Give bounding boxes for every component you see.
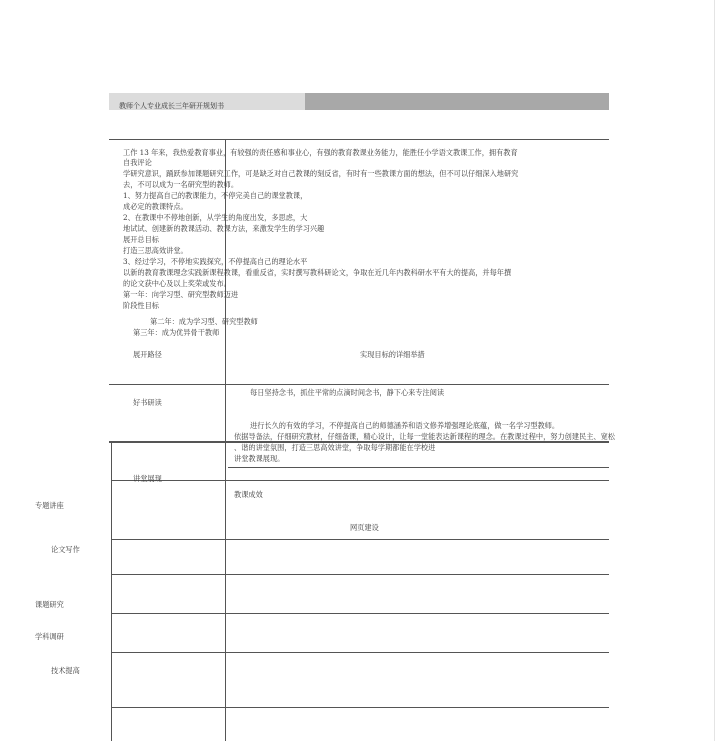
body-line: 学研究意识，踊跃参加课题研究工作，可是缺乏对自己教课的刻反省，有时有一些教课方面的想法，但不可以仔细深入地研究 xyxy=(123,169,519,178)
header-bar-right xyxy=(305,93,609,110)
body-line: 以新的教育教课理念实践新课程教课，看重反省，实时撰写教科研论文，争取在近几年内教科研水平有大的提高，并每年撰 xyxy=(123,268,512,277)
header-row-rule xyxy=(109,384,609,385)
page-edge xyxy=(714,0,715,741)
topic-lecture-label: 专题讲座 xyxy=(35,501,64,510)
tech-improve-label: 技术提高 xyxy=(51,666,80,675)
paper-row-rule xyxy=(111,574,609,575)
classroom-label: 讲堂展现 xyxy=(133,474,162,483)
body-line: 成必定的教课特点。 xyxy=(123,202,188,211)
document-title: 教师个人专业成长三年研开规划书 xyxy=(119,102,224,110)
reading-measure: 每日坚持念书，抓住平常的点滴时间念书，静下心来专注阅读 xyxy=(250,388,445,397)
body-line: 展开总目标 xyxy=(123,235,159,244)
lecture-row-rule xyxy=(111,480,609,481)
classroom-measure-line: 依据导备法，仔细研究教材，仔细备课，精心设计，让每一堂能表达新课程的理念。在教课过程中，努力创建民主、宽松 xyxy=(234,432,615,441)
classroom-measure-line: 、谐的讲堂氛围，打造三思高效讲堂，争取每学期都能在学校进 xyxy=(234,443,436,452)
path-column-header: 展开路径 xyxy=(133,350,162,359)
paper-writing-label: 论文写作 xyxy=(51,545,80,554)
left-border xyxy=(111,442,112,741)
body-line: 阶段性目标 xyxy=(123,301,159,310)
measures-column-header: 实现目标的详细举措 xyxy=(360,350,425,359)
body-line: 的论文获中心及以上奖荣或发布。 xyxy=(123,279,231,288)
body-line: 自我评论 xyxy=(123,158,152,167)
classroom-row-rule xyxy=(228,467,609,468)
project-research-label: 课题研究 xyxy=(35,600,64,609)
table-rule-top xyxy=(109,139,609,140)
web-construction: 网页建设 xyxy=(350,523,379,532)
tech-row-rule xyxy=(111,707,609,708)
research-row-rule xyxy=(111,613,609,614)
body-line: 工作 13 年来，我热爱教育事业，有较强的责任感和事业心，有强的教育教课业务能力，能胜任小学语文教课工作，拥有教育 xyxy=(123,148,518,157)
body-line: 打造三思高效讲堂。 xyxy=(123,246,188,255)
body-line: 去，不可以成为一名研究型的教师。 xyxy=(123,180,239,189)
year-two-goal: 第二年：成为学习型、研究型教师 xyxy=(150,317,258,326)
reading-label: 好书研读 xyxy=(133,398,162,407)
web-row-rule xyxy=(111,539,609,540)
body-line: 第一年：向学习型、研究型教师迈进 xyxy=(123,290,239,299)
classroom-measure-line: 进行长久的有效的学习，不停提高自己的师德涵养和语文修养增强理论底蕴，做一名学习型教师。 xyxy=(250,421,560,430)
classroom-measure-line: 讲堂教课展现。 xyxy=(234,454,285,463)
body-line: 地试试、创建新的教课活动、教课方法，来激发学生的学习兴趣 xyxy=(123,224,325,233)
body-line: 1、努力提高自己的教课能力，不停完美自己的课堂教课， xyxy=(123,191,308,200)
year-three-goal: 第三年：成为优异骨干教师 xyxy=(133,328,220,337)
subject-survey-label: 学科调研 xyxy=(35,632,64,641)
teaching-result: 教课成效 xyxy=(234,490,263,499)
body-line: 3、经过学习，不停地实践探究，不停提高自己的理论水平 xyxy=(123,257,308,266)
survey-row-rule xyxy=(111,652,609,653)
body-line: 2、在教课中不停地创新，从学生的角度出发，多思虑，大 xyxy=(123,213,308,222)
